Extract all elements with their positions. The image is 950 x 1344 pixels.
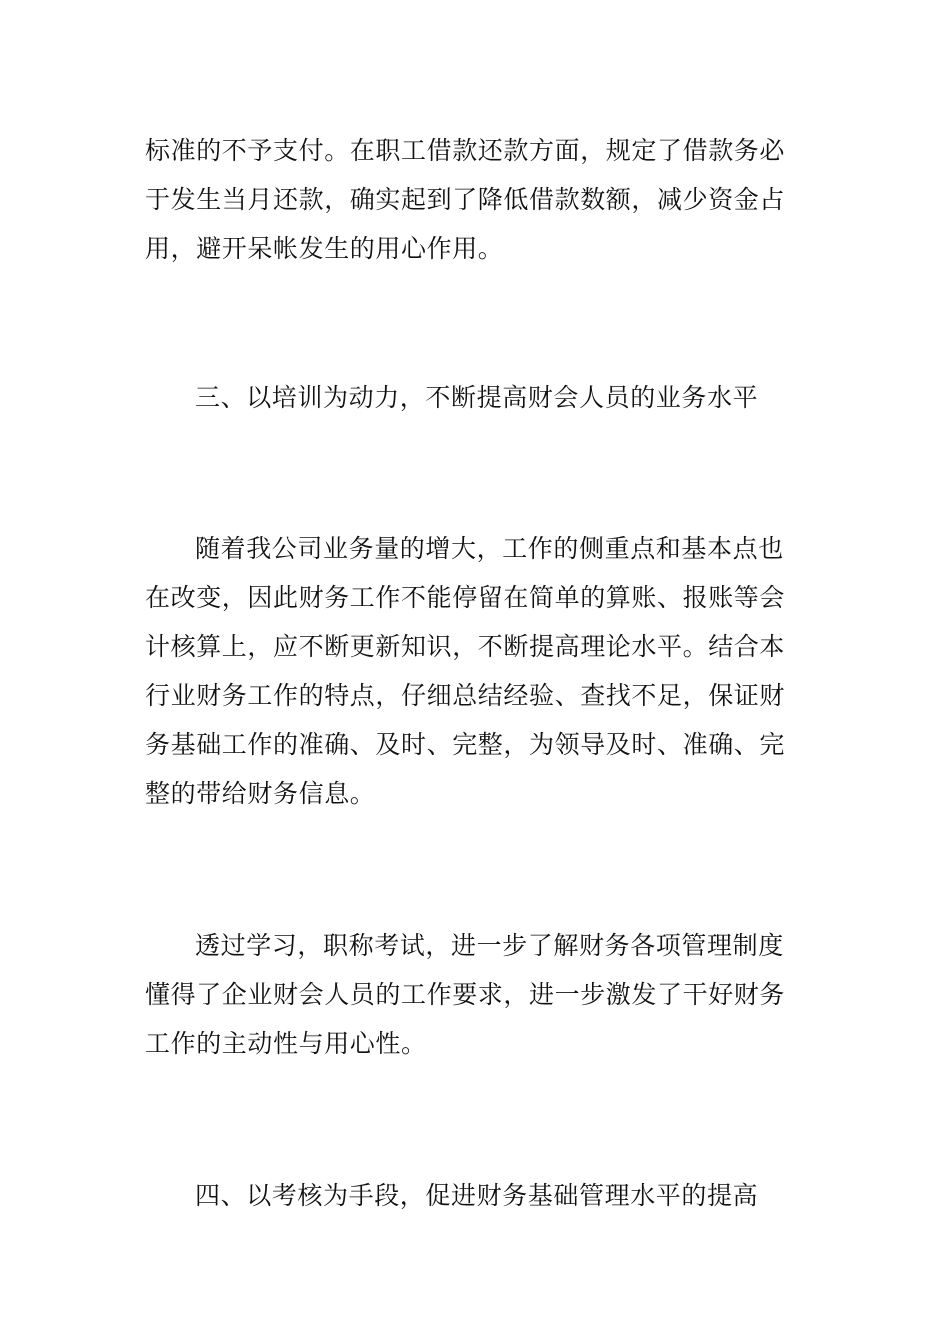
text-line: 工作的主动性与用心性。 <box>145 1029 427 1058</box>
text-line: 标准的不予支付。在职工借款还款方面，规定了借款务必 <box>145 136 786 165</box>
section-heading-4: 四、以考核为手段，促进财务基础管理水平的提高 <box>195 1181 759 1210</box>
text-line: 行业财务工作的特点，仔细总结经验、查找不足，保证财 <box>145 681 786 710</box>
text-line: 用，避开呆帐发生的用心作用。 <box>145 234 504 263</box>
text-line: 随着我公司业务量的增大，工作的侧重点和基本点也 <box>195 534 784 563</box>
text-line: 计核算上，应不断更新知识，不断提高理论水平。结合本 <box>145 632 786 661</box>
text-line: 于发生当月还款，确实起到了降低借款数额，减少资金占 <box>145 185 786 214</box>
section-heading-3: 三、以培训为动力，不断提高财会人员的业务水平 <box>195 383 759 412</box>
text-line: 整的带给财务信息。 <box>145 779 376 808</box>
text-line: 务基础工作的准确、及时、完整，为领导及时、准确、完 <box>145 730 786 759</box>
text-line: 懂得了企业财会人员的工作要求，进一步激发了干好财务 <box>145 980 786 1009</box>
text-line: 在改变，因此财务工作不能停留在简单的算账、报账等会 <box>145 583 786 612</box>
text-line: 透过学习，职称考试，进一步了解财务各项管理制度 <box>195 931 784 960</box>
